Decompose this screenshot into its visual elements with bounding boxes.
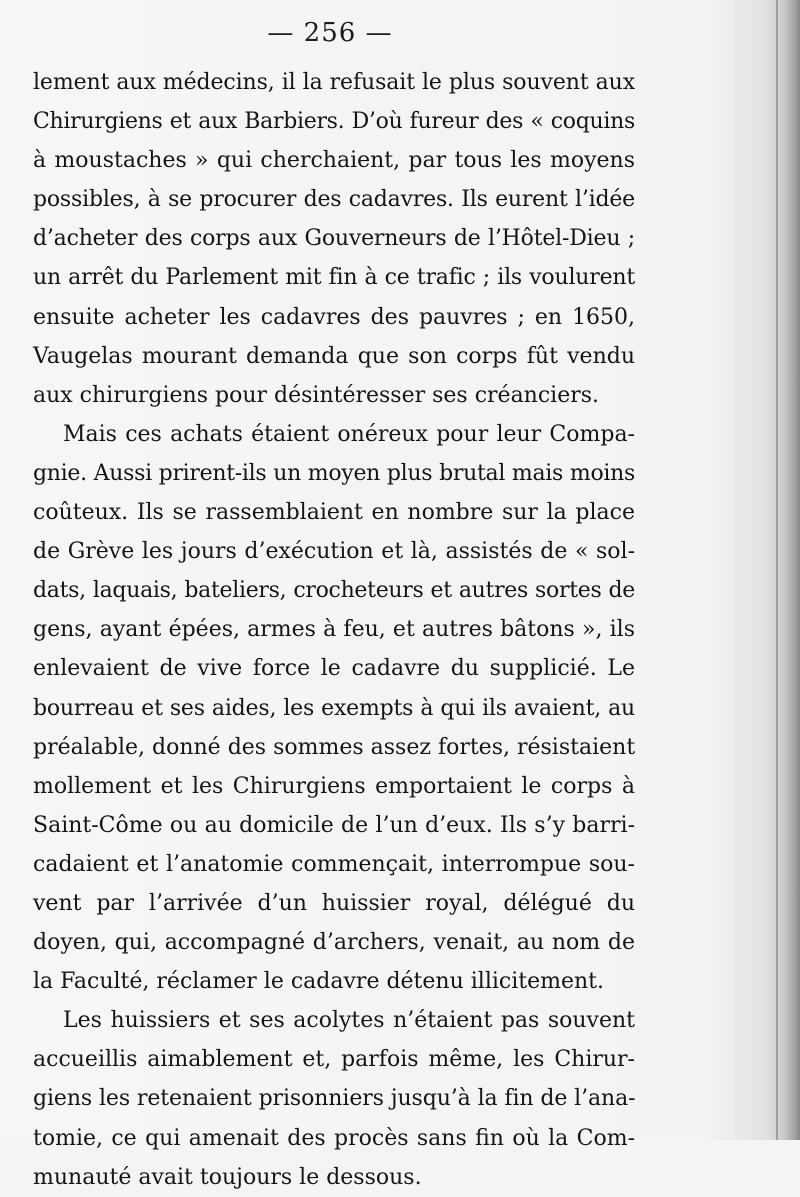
paragraph-start-line: Mais ces achats étaient onéreux pour leur Compa- — [63, 421, 635, 447]
text-line: giens les retenaient prisonniers jusqu’à la fin de l’ana- — [33, 1086, 636, 1112]
page-gutter-edge — [776, 0, 778, 1140]
text-line: enlevaient de vive force le cadavre du supplicié. Le — [33, 656, 635, 682]
text-line: Chirurgiens et aux Barbiers. D’où fureur des « coquins — [33, 109, 635, 135]
text-line: cadaient et l’anatomie commençait, interrompue sou- — [33, 851, 635, 877]
paragraph-start-line: Les huissiers et ses acolytes n’étaient pas souvent — [63, 1008, 635, 1034]
text-line: mollement et les Chirurgiens emportaient le corps à — [33, 773, 635, 799]
text-line: ensuite acheter les cadavres des pauvres ; en 1650, — [33, 304, 635, 330]
page-gutter-shadow — [766, 0, 800, 1140]
text-line: possibles, à se procurer des cadavres. Ils eurent l’idée — [33, 187, 635, 213]
paragraph-end-line: munauté avait toujours le dessous. — [33, 1164, 422, 1190]
text-line: gens, ayant épées, armes à feu, et autres bâtons », ils — [33, 617, 635, 643]
text-line: vent par l’arrivée d’un huissier royal, délégué du — [33, 890, 635, 916]
text-line: accueillis aimablement et, parfois même, les Chirur- — [33, 1047, 635, 1073]
body-text — [33, 63, 635, 1197]
text-line: un arrêt du Parlement mit fin à ce trafic ; ils voulurent — [33, 265, 635, 291]
text-line: Vaugelas mourant demanda que son corps fût vendu — [33, 343, 635, 369]
text-line: de Grève les jours d’exécution et là, assistés de « sol- — [33, 539, 635, 565]
text-line: doyen, qui, accompagné d’archers, venait, au nom de — [33, 930, 635, 956]
text-line: préalable, donné des sommes assez fortes, résistaient — [33, 734, 636, 760]
paragraph-end-line: aux chirurgiens pour désintéresser ses créanciers. — [33, 382, 600, 408]
text-line: coûteux. Ils se rassemblaient en nombre sur la place — [33, 500, 635, 526]
text-line: à moustaches » qui cherchaient, par tous les moyens — [33, 148, 635, 174]
text-line: bourreau et ses aides, les exempts à qui ils avaient, au — [33, 695, 635, 721]
text-line: d’acheter des corps aux Gouverneurs de l’Hôtel-Dieu ; — [33, 226, 635, 252]
text-line: Saint-Côme ou au domicile de l’un d’eux. Ils s’y barri- — [33, 812, 635, 838]
page-number: — 256 — — [267, 18, 393, 48]
text-line: gnie. Aussi prirent-ils un moyen plus brutal mais moins — [33, 460, 635, 486]
text-line: dats, laquais, bateliers, crocheteurs et autres sortes de — [33, 578, 635, 604]
paragraph-end-line: la Faculté, réclamer le cadavre détenu illicitement. — [33, 969, 604, 995]
text-line: lement aux médecins, il la refusait le plus souvent aux — [33, 70, 635, 95]
text-line: tomie, ce qui amenait des procès sans fin où la Com- — [33, 1125, 635, 1151]
